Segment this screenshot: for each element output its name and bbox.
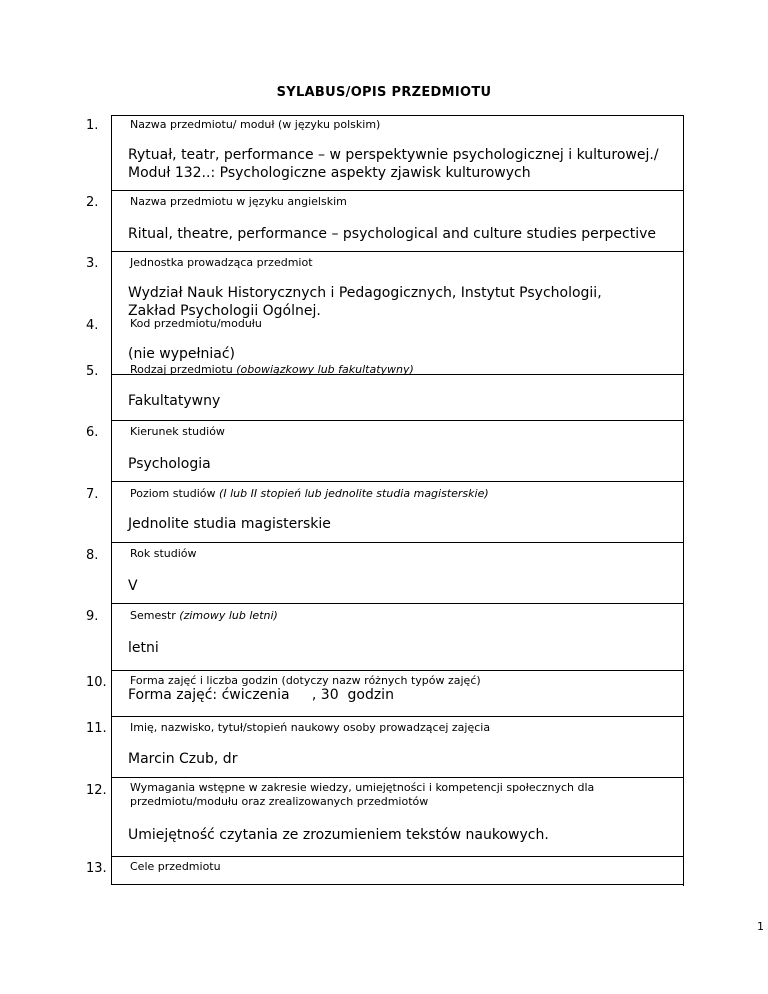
row-number: 4. xyxy=(86,318,99,333)
row-number: 11. xyxy=(86,721,107,736)
value-line: Wydział Nauk Historycznych i Pedagogicznych, Instytut Psychologii, xyxy=(128,285,602,301)
document-title: SYLABUS/OPIS PRZEDMIOTU xyxy=(276,85,492,100)
row-label xyxy=(130,781,675,809)
row-value: Jednolite studia magisterskie xyxy=(128,516,331,532)
row-value: (nie wypełniać) xyxy=(128,346,236,362)
row-divider xyxy=(111,251,684,252)
value-line: Zakład Psychologii Ogólnej. xyxy=(128,303,321,319)
row-number: 9. xyxy=(86,609,99,624)
row-divider xyxy=(111,856,684,857)
row-divider xyxy=(111,603,684,604)
row-value: letni xyxy=(128,640,159,656)
row-number: 6. xyxy=(86,425,99,440)
row-number: 7. xyxy=(86,487,99,502)
row-number: 2. xyxy=(86,195,99,210)
row-value: Marcin Czub, dr xyxy=(128,751,238,767)
row-number: 10. xyxy=(86,675,107,690)
row-label: Nazwa przedmiotu/ moduł (w języku polskim) xyxy=(130,118,381,131)
row-divider xyxy=(111,420,684,421)
row-label: Kod przedmiotu/modułu xyxy=(130,317,262,330)
row-divider xyxy=(111,884,684,885)
row-number: 8. xyxy=(86,548,99,563)
label-line: Wymagania wstępne w zakresie wiedzy, umiejętności i kompetencji społecznych dla xyxy=(130,781,595,794)
row-number: 13. xyxy=(86,861,107,876)
row-label: Nazwa przedmiotu w języku angielskim xyxy=(130,195,347,208)
row-divider xyxy=(111,542,684,543)
row-divider xyxy=(111,670,684,671)
row-number: 1. xyxy=(86,118,99,133)
row-number: 5. xyxy=(86,364,99,379)
row-label: Cele przedmiotu xyxy=(130,860,221,873)
row-value xyxy=(128,146,678,182)
row-divider xyxy=(111,777,684,778)
row-value: V xyxy=(128,578,138,594)
row-value: Psychologia xyxy=(128,456,211,472)
value-line: Rytuał, teatr, performance – w perspektywnie psychologicznej i kulturowej./ xyxy=(128,147,659,163)
row-label: Forma zajęć i liczba godzin (dotyczy nazw różnych typów zajęć) xyxy=(130,674,481,687)
row-label: Poziom studiów (I lub II stopień lub jednolite studia magisterskie) xyxy=(130,487,489,500)
row-label: Rodzaj przedmiotu (obowiązkowy lub fakultatywny) xyxy=(130,363,414,376)
row-number: 3. xyxy=(86,256,99,271)
row-label: Semestr (zimowy lub letni) xyxy=(130,609,278,622)
row-number: 12. xyxy=(86,783,107,798)
row-divider xyxy=(111,190,684,191)
table-left-border xyxy=(111,115,112,885)
row-label: Kierunek studiów xyxy=(130,425,225,438)
label-line: przedmiotu/modułu oraz zrealizowanych przedmiotów xyxy=(130,795,429,808)
row-label: Imię, nazwisko, tytuł/stopień naukowy osoby prowadzącej zajęcia xyxy=(130,721,491,734)
row-value: Fakultatywny xyxy=(128,393,221,409)
row-divider xyxy=(111,481,684,482)
row-label: Jednostka prowadząca przedmiot xyxy=(130,256,313,269)
row-divider xyxy=(111,716,684,717)
row-value: Ritual, theatre, performance – psychological and culture studies perpective xyxy=(128,226,657,242)
row-label: Rok studiów xyxy=(130,547,197,560)
value-line: Moduł 132..: Psychologiczne aspekty zjawisk kulturowych xyxy=(128,165,531,181)
row-value xyxy=(128,284,678,320)
page-number: 1 xyxy=(757,920,764,933)
row-value: Umiejętność czytania ze zrozumieniem tekstów naukowych. xyxy=(128,827,549,843)
row-value: Forma zajęć: ćwiczenia , 30 godzin xyxy=(128,687,394,703)
